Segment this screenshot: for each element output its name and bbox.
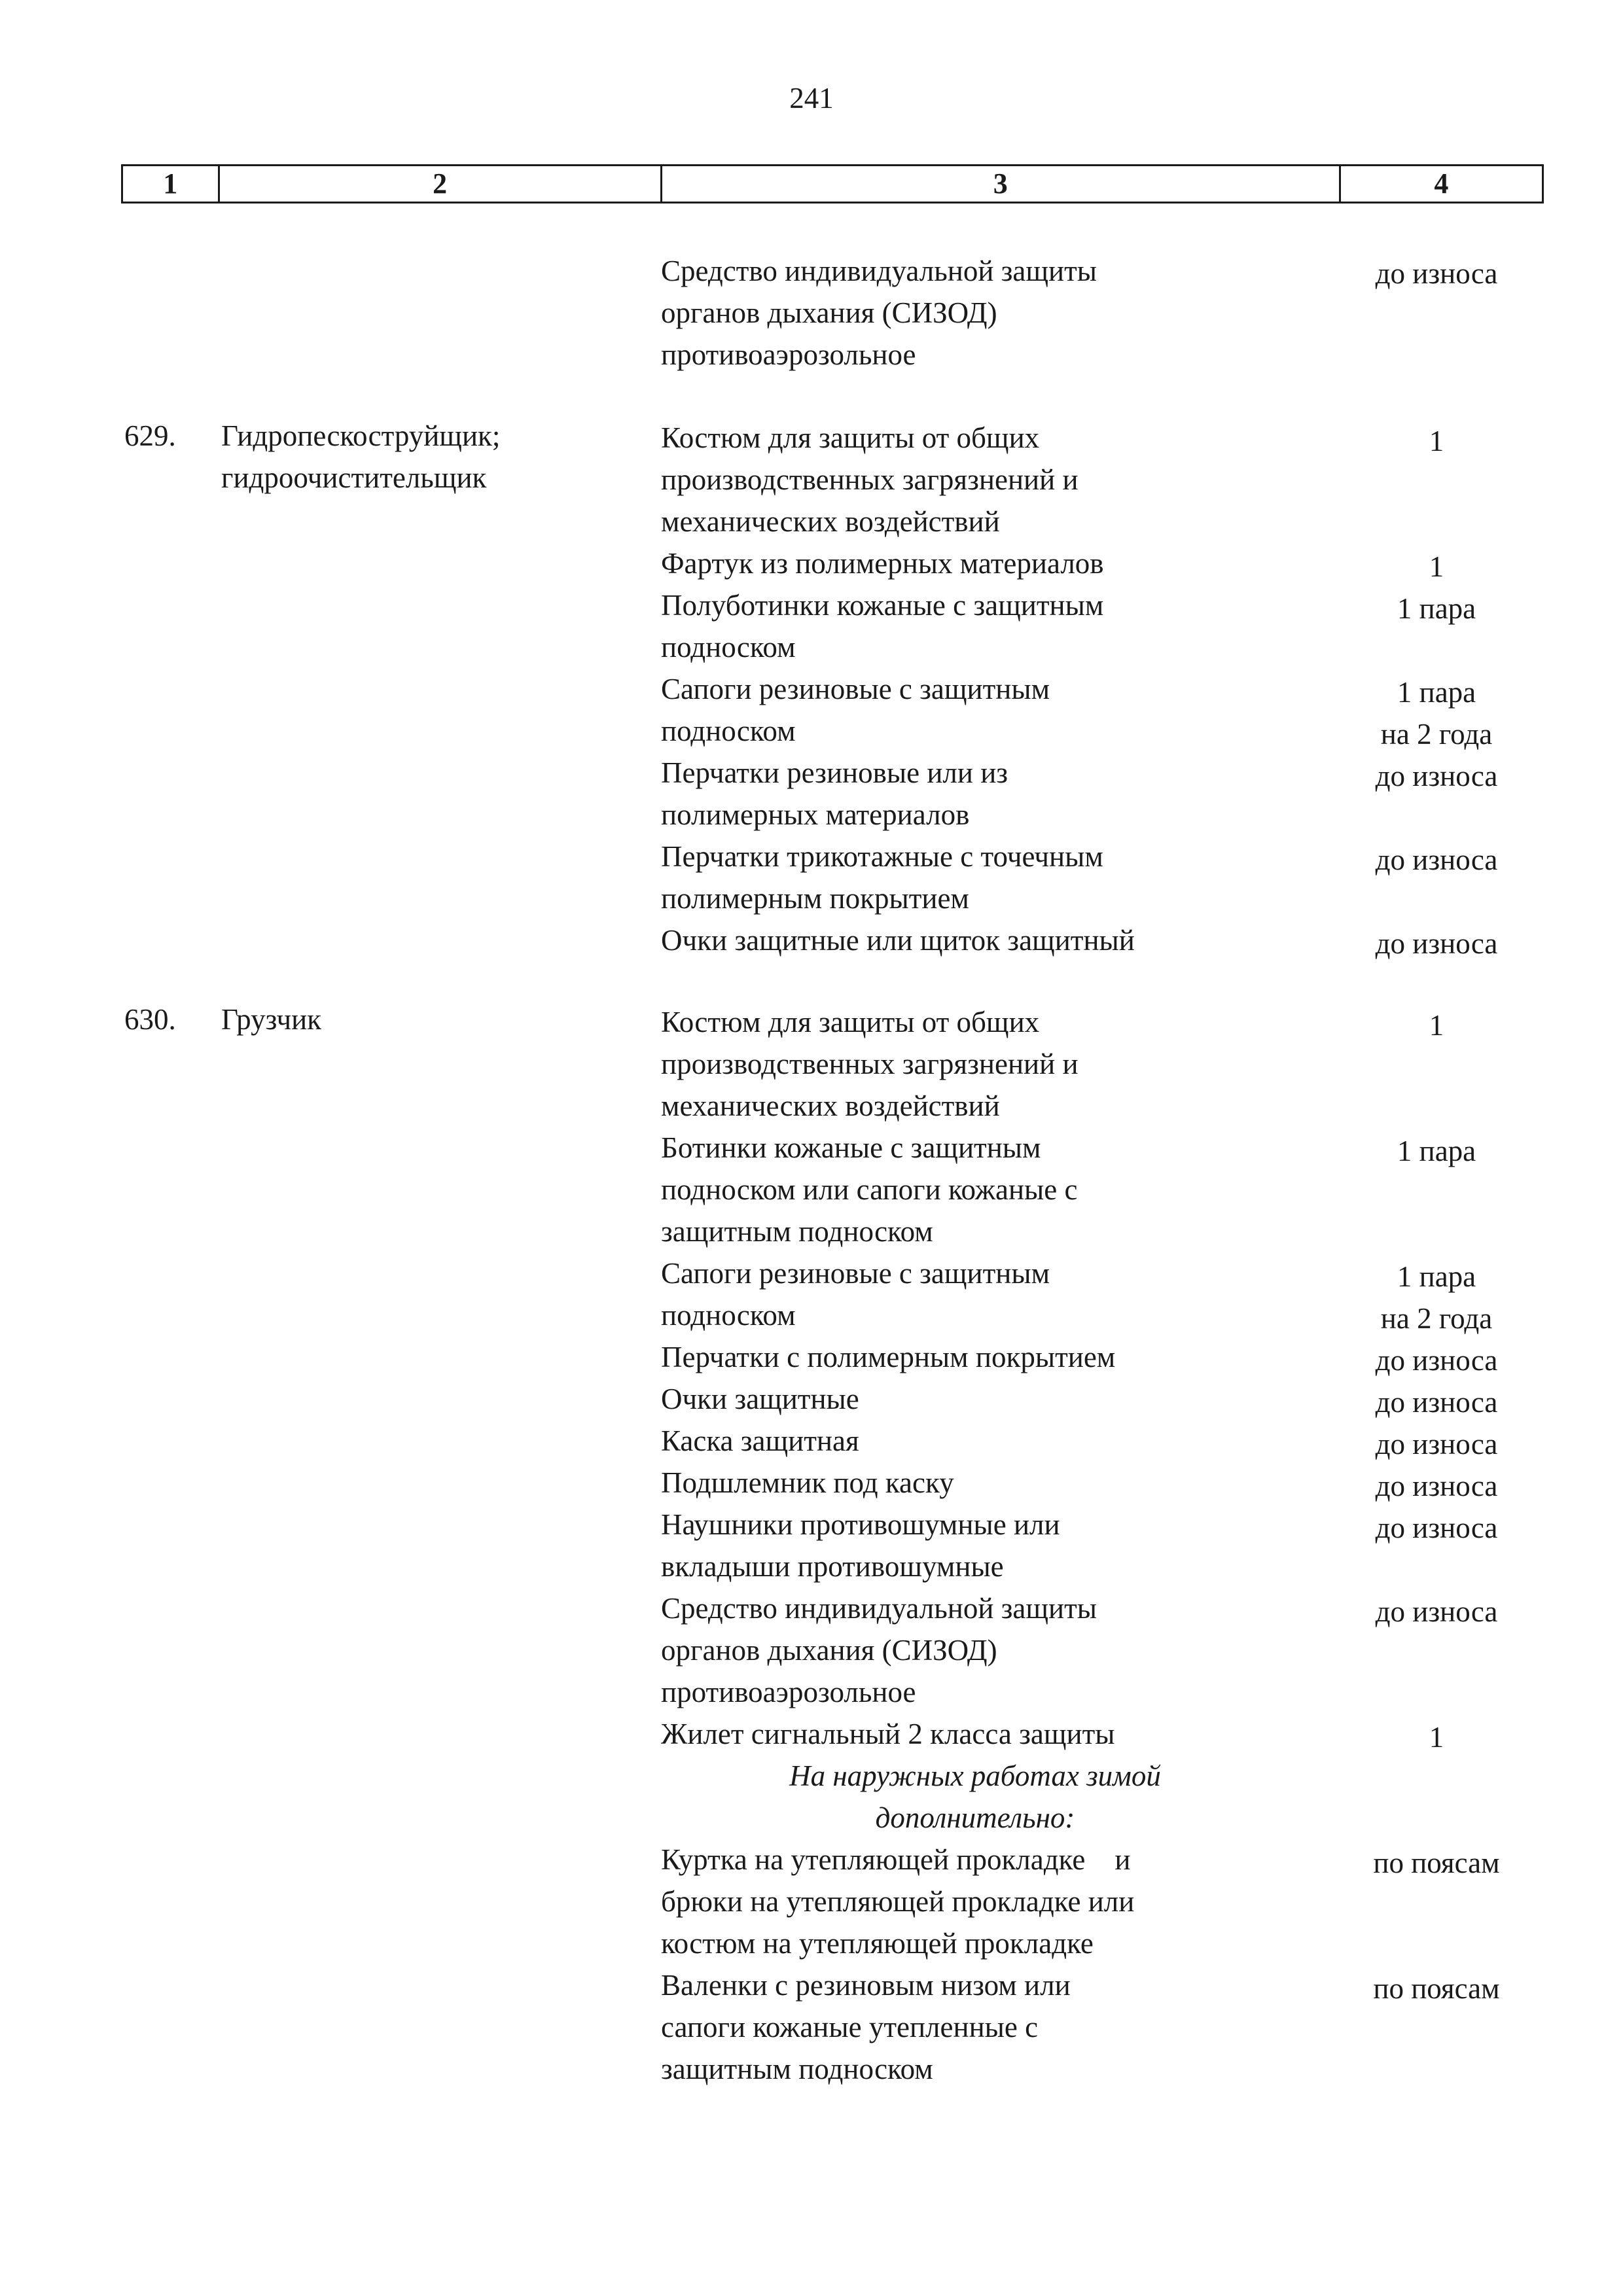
item-line: Средство индивидуальной защиты <box>661 1592 1097 1625</box>
norm-value: на 2 года <box>1380 1302 1493 1335</box>
item-line: Фартук из полимерных материалов <box>661 547 1104 580</box>
item-line: Костюм для защиты от общих <box>661 421 1040 454</box>
item-line: вкладыши противошумные <box>661 1550 1004 1583</box>
norm-value: по поясам <box>1373 1846 1500 1879</box>
item-line: защитным подноском <box>661 1215 933 1248</box>
item-line: брюки на утепляющей прокладке или <box>661 1885 1135 1918</box>
job-title-line: гидроочистительщик <box>221 461 487 494</box>
winter-note-line: дополнительно: <box>875 1801 1075 1834</box>
item-line: производственных загрязнений и <box>661 463 1079 496</box>
norm-value: 1 пара <box>1397 592 1476 625</box>
item-line: Ботинки кожаные с защитным <box>661 1131 1041 1164</box>
item-line: подноском <box>661 631 796 663</box>
header-col-4: 4 <box>1434 168 1449 200</box>
norm-value: по поясам <box>1373 1972 1500 2005</box>
norm-value: до износа <box>1375 1428 1498 1460</box>
norm-value: 1 <box>1429 1009 1444 1042</box>
item-line: Каска защитная <box>661 1424 859 1457</box>
item-line: Перчатки трикотажные с точечным <box>661 840 1103 873</box>
item-line: Средство индивидуальной защиты <box>661 255 1097 287</box>
norm-value: до износа <box>1375 843 1498 876</box>
norm-value: до износа <box>1375 1386 1498 1419</box>
norm-value: 1 <box>1429 425 1444 457</box>
item-line: костюм на утепляющей прокладке <box>661 1927 1094 1960</box>
item-line: Перчатки с полимерным покрытием <box>661 1341 1116 1373</box>
item-line: Жилет сигнальный 2 класса защиты <box>661 1718 1115 1750</box>
item-line: Куртка на утепляющей прокладке и <box>661 1843 1131 1876</box>
norm-value: 1 <box>1429 550 1444 583</box>
item-line: органов дыхания (СИЗОД) <box>661 296 997 329</box>
item-line: Очки защитные или щиток защитный <box>661 924 1135 957</box>
column-header-table <box>121 164 1544 203</box>
norm-value: до износа <box>1375 1511 1498 1544</box>
item-line: подноском <box>661 715 796 747</box>
item-line: полимерным покрытием <box>661 882 969 915</box>
item-line: подноском или сапоги кожаные с <box>661 1173 1078 1206</box>
norm-value: 1 <box>1429 1721 1444 1754</box>
item-line: Костюм для защиты от общих <box>661 1006 1040 1038</box>
item-line: Подшлемник под каску <box>661 1466 954 1499</box>
item-line: Наушники противошумные или <box>661 1508 1060 1541</box>
item-line: органов дыхания (СИЗОД) <box>661 1634 997 1667</box>
norm-value: до износа <box>1375 1344 1498 1377</box>
norm-value: 1 пара <box>1397 676 1476 709</box>
norm-value: 1 пара <box>1397 1260 1476 1293</box>
item-line: Сапоги резиновые с защитным <box>661 673 1050 705</box>
item-line: механических воздействий <box>661 505 1000 538</box>
item-line: полимерных материалов <box>661 798 970 831</box>
header-col-2: 2 <box>220 166 662 202</box>
item-line: производственных загрязнений и <box>661 1048 1079 1080</box>
item-line: подноском <box>661 1299 796 1332</box>
norm-value: на 2 года <box>1380 718 1493 751</box>
item-line: Полуботинки кожаные с защитным <box>661 589 1104 622</box>
item-line: Валенки с резиновым низом или <box>661 1969 1071 2002</box>
item-line: Очки защитные <box>661 1383 859 1415</box>
norm-value: до износа <box>1375 257 1498 290</box>
item-line: сапоги кожаные утепленные с <box>661 2011 1039 2043</box>
item-line: механических воздействий <box>661 1089 1000 1122</box>
item-line: Перчатки резиновые или из <box>661 756 1008 789</box>
job-title-line: Грузчик <box>221 1003 322 1036</box>
item-line: Сапоги резиновые с защитным <box>661 1257 1050 1290</box>
entry-number: 630. <box>124 1003 176 1036</box>
norm-value: до износа <box>1375 1470 1498 1502</box>
winter-note-line: На наружных работах зимой <box>789 1759 1161 1792</box>
item-line: защитным подноском <box>661 2053 933 2085</box>
header-col-3: 3 <box>662 166 1341 202</box>
norm-value: до износа <box>1375 927 1498 960</box>
item-line: противоаэрозольное <box>661 338 916 371</box>
header-col-1: 1 <box>123 166 220 202</box>
page-number: 241 <box>789 82 834 115</box>
entry-number: 629. <box>124 419 176 452</box>
item-line: противоаэрозольное <box>661 1676 916 1708</box>
norm-value: до износа <box>1375 1595 1498 1628</box>
norm-value: до износа <box>1375 760 1498 792</box>
job-title-line: Гидропескоструйщик; <box>221 419 501 452</box>
norm-value: 1 пара <box>1397 1135 1476 1167</box>
